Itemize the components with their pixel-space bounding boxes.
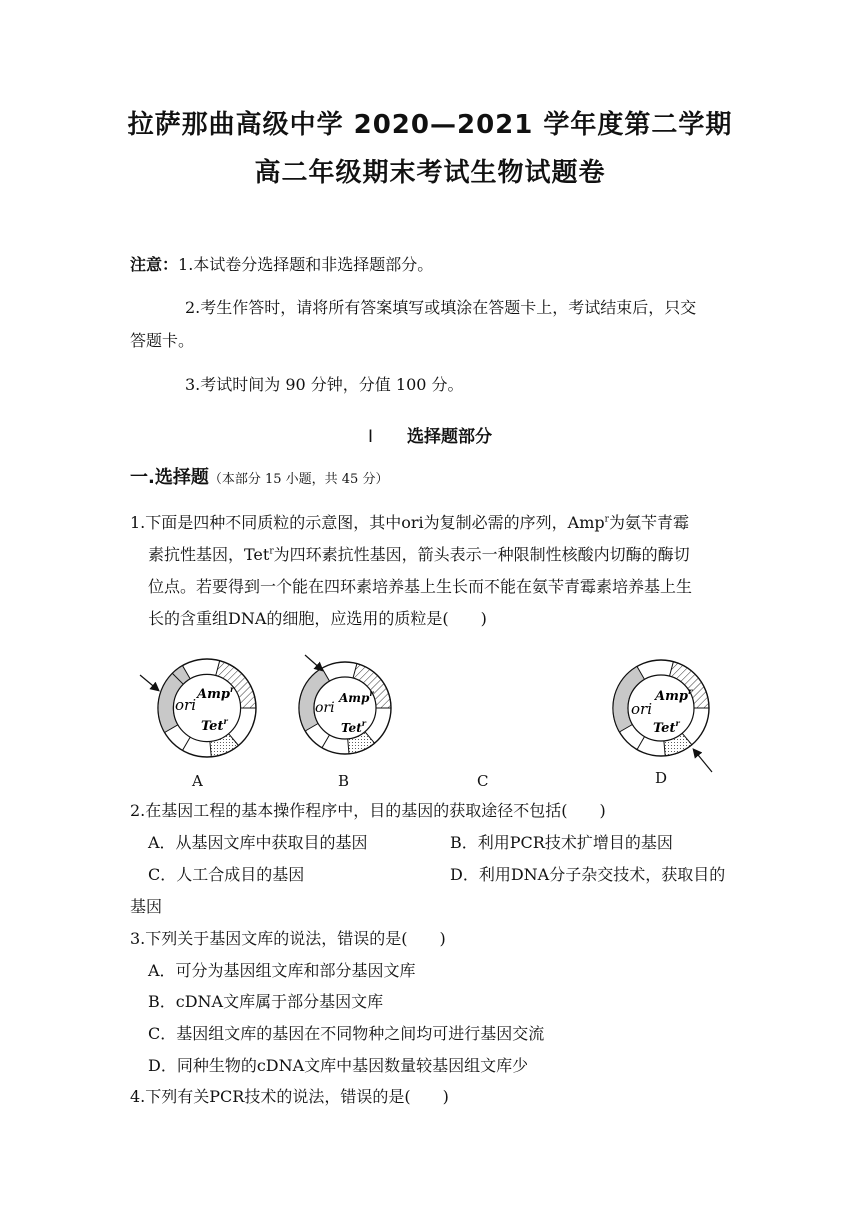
- q4-stem: 4.下列有关PCR技术的说法，错误的是( ): [130, 1087, 449, 1106]
- q1-line2-text-b: 为四环素抗性基因，箭头表示一种限制性核酸内切酶的酶切: [273, 545, 690, 564]
- q3-option-c: C．基因组文库的基因在不同物种之间均可进行基因交流: [148, 1024, 545, 1043]
- tet-label-a: Tet$^r$: [201, 716, 228, 734]
- exam-title-line1: 拉萨那曲高级中学 2020—2021 学年度第二学期: [127, 110, 733, 140]
- q2-stem: 2.在基因工程的基本操作程序中，目的基因的获取途径不包括( ): [130, 801, 606, 820]
- amp-label-b: Amp$^r$: [339, 688, 374, 705]
- q3-stem: 3.下列关于基因文库的说法，错误的是( ): [130, 929, 446, 948]
- q1-line1-text-b: 为氨苄青霉: [608, 513, 689, 532]
- plasmid-a: [158, 659, 256, 757]
- notice-item1: 1.本试卷分选择题和非选择题部分。: [178, 255, 434, 274]
- q1-line1-sup: r: [604, 514, 609, 525]
- notice-item2-line2: 答题卡。: [130, 331, 195, 350]
- q2-option-d-line1: D．利用DNA分子杂交技术，获取目的: [450, 865, 726, 884]
- q1-line1-text-a: 1.下面是四种不同质粒的示意图，其中ori为复制必需的序列，Amp: [130, 513, 605, 532]
- part-heading: [130, 468, 388, 490]
- tet-label-b: Tet$^r$: [341, 718, 366, 735]
- section-title: [0, 422, 860, 447]
- q1-line2-text-a: 素抗性基因，Tet: [148, 545, 270, 564]
- notice-item2-line1: 2.考生作答时，请将所有答案填写或填涂在答题卡上，考试结束后，只交: [185, 298, 697, 317]
- plasmid-label-c: C: [477, 772, 489, 790]
- q1-line3: 位点。若要得到一个能在四环素培养基上生长而不能在氨苄青霉素培养基上生: [148, 577, 693, 596]
- section-numeral: Ⅰ: [367, 427, 373, 447]
- notice-item3: 3.考试时间为 90 分钟，分值 100 分。: [185, 375, 464, 394]
- plasmid-label-d: D: [655, 769, 668, 787]
- q1-line2: [148, 545, 690, 565]
- amp-label-d: Amp$^r$: [655, 686, 693, 704]
- part-heading-note: （本部分 15 小题，共 45 分）: [208, 472, 389, 487]
- q3-option-d: D．同种生物的cDNA文库中基因数量较基因组文库少: [148, 1056, 529, 1075]
- exam-title-line2: 高二年级期末考试生物试题卷: [254, 158, 606, 188]
- notice-line1: [130, 255, 433, 275]
- plasmid-d: [613, 660, 709, 756]
- tet-label-d: Tet$^r$: [653, 718, 680, 736]
- amp-label-a: Amp$^r$: [197, 684, 235, 702]
- plasmid-b: [299, 662, 391, 754]
- plasmid-label-a: A: [192, 772, 203, 790]
- cut-site-arrow-a: [140, 675, 158, 690]
- q2-option-c: C．人工合成目的基因: [148, 865, 305, 884]
- ori-label-a: ori: [175, 696, 196, 714]
- cut-site-arrow-d: [694, 750, 712, 772]
- part-heading-text: 一.选择题: [130, 467, 209, 488]
- plasmid-label-b: B: [338, 772, 350, 790]
- q3-option-b: B．cDNA文库属于部分基因文库: [148, 992, 384, 1011]
- q2-option-d-line2: 基因: [130, 897, 163, 916]
- ori-label-d: ori: [631, 700, 652, 718]
- cut-site-arrow-b: [305, 655, 322, 670]
- q2-option-a: A．从基因文库中获取目的基因: [148, 833, 368, 852]
- plasmid-diagrams: [0, 650, 860, 800]
- q1-line1: [130, 513, 689, 533]
- ori-label-b: ori: [315, 700, 335, 716]
- q1-line2-sup: r: [269, 546, 274, 557]
- q1-line4: 长的含重组DNA的细胞，应选用的质粒是( ): [148, 609, 487, 628]
- notice-label: 注意：: [130, 255, 179, 274]
- section-name: 选择题部分: [407, 427, 492, 447]
- q3-option-a: A．可分为基因组文库和部分基因文库: [148, 961, 416, 980]
- q2-option-b: B．利用PCR技术扩增目的基因: [450, 833, 673, 852]
